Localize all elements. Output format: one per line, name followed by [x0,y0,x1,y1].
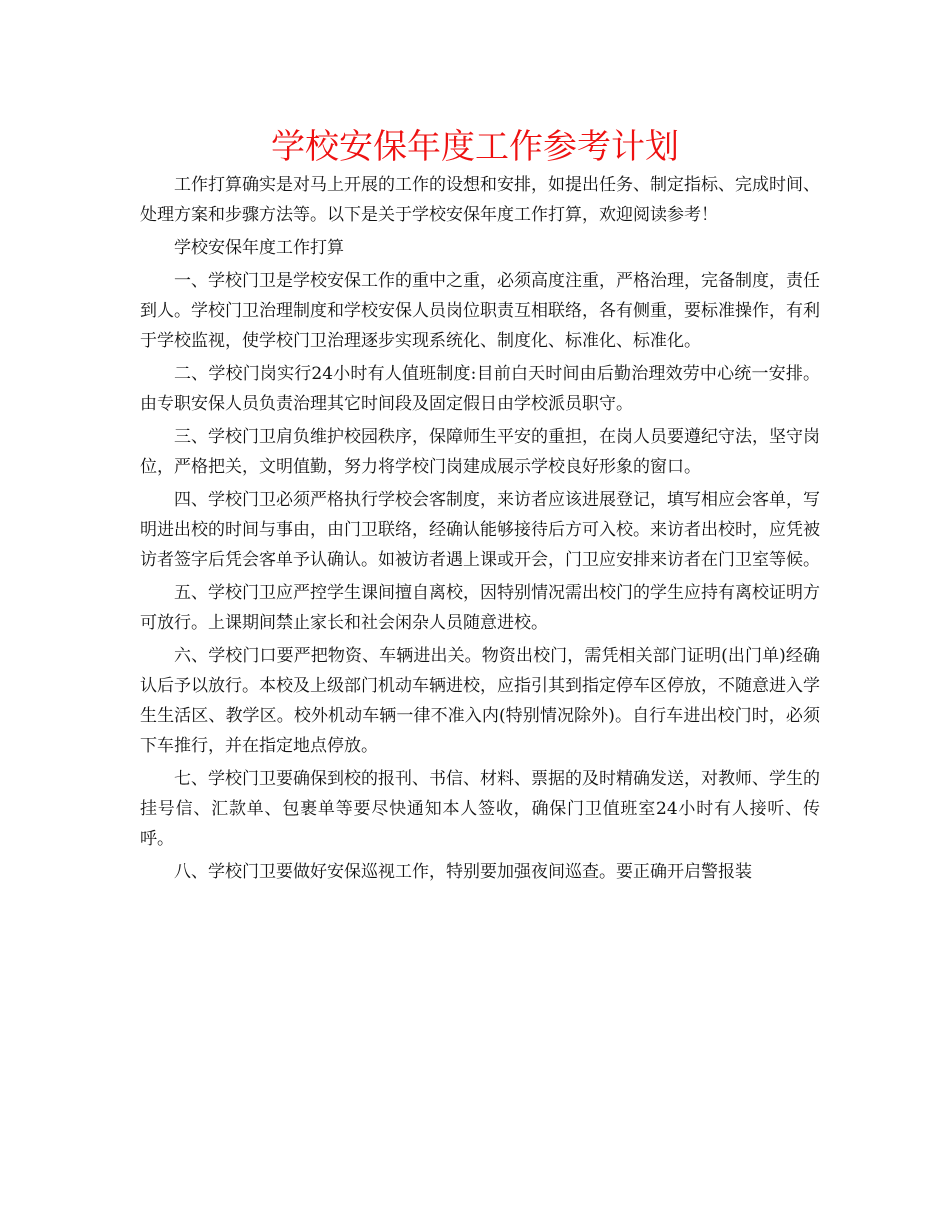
paragraph-item-2: 二、学校门岗实行24小时有人值班制度:目前白天时间由后勤治理效劳中心统一安排。由专职安保人员负责治理其它时间段及固定假日由学校派员职守。 [140,364,820,414]
paragraph-item-3: 三、学校门卫肩负维护校园秩序，保障师生平安的重担，在岗人员要遵纪守法，坚守岗位，严格把关，文明值勤，努力将学校门岗建成展示学校良好形象的窗口。 [140,427,820,477]
paragraph-item-4: 四、学校门卫必须严格执行学校会客制度，来访者应该进展登记，填写相应会客单，写明进出校的时间与事由，由门卫联络，经确认能够接待后方可入校。来访者出校时，应凭被访者签字后凭会客单予认确认。如被访者遇上课或开会，门卫应安排来访者在门卫室等候。 [140,490,820,570]
document-title: 学校安保年度工作参考计划 [271,127,679,167]
paragraph-intro: 工作打算确实是对马上开展的工作的设想和安排，如提出任务、制定指标、完成时间、处理方案和步骤方法等。以下是关于学校安保年度工作打算，欢迎阅读参考！ [140,175,820,225]
paragraph-item-5: 五、学校门卫应严控学生课间擅自离校，因特别情况需出校门的学生应持有离校证明方可放行。上课期间禁止家长和社会闲杂人员随意进校。 [140,583,820,633]
document-body [140,170,820,890]
paragraph-item-1: 一、学校门卫是学校安保工作的重中之重，必须高度注重，严格治理，完备制度，责任到人。学校门卫治理制度和学校安保人员岗位职责互相联络，各有侧重，要标准操作，有利于学校监视，使学校门卫治理逐步实现系统化、制度化、标准化、标准化。 [140,271,820,351]
paragraph-item-6: 六、学校门口要严把物资、车辆进出关。物资出校门，需凭相关部门证明(出门单)经确认后予以放行。本校及上级部门机动车辆进校，应指引其到指定停车区停放，不随意进入学生生活区、教学区。校外机动车辆一律不准入内(特别情况除外)。自行车进出校门时，必须下车推行，并在指定地点停放。 [140,646,820,756]
paragraph-item-7: 七、学校门卫要确保到校的报刊、书信、材料、票据的及时精确发送，对教师、学生的挂号信、汇款单、包裹单等要尽快通知本人签收，确保门卫值班室24小时有人接听、传呼。 [140,769,820,849]
paragraph-item-8: 八、学校门卫要做好安保巡视工作，特别要加强夜间巡查。要正确开启警报装 [174,862,752,882]
paragraph-subtitle: 学校安保年度工作打算 [174,238,344,258]
